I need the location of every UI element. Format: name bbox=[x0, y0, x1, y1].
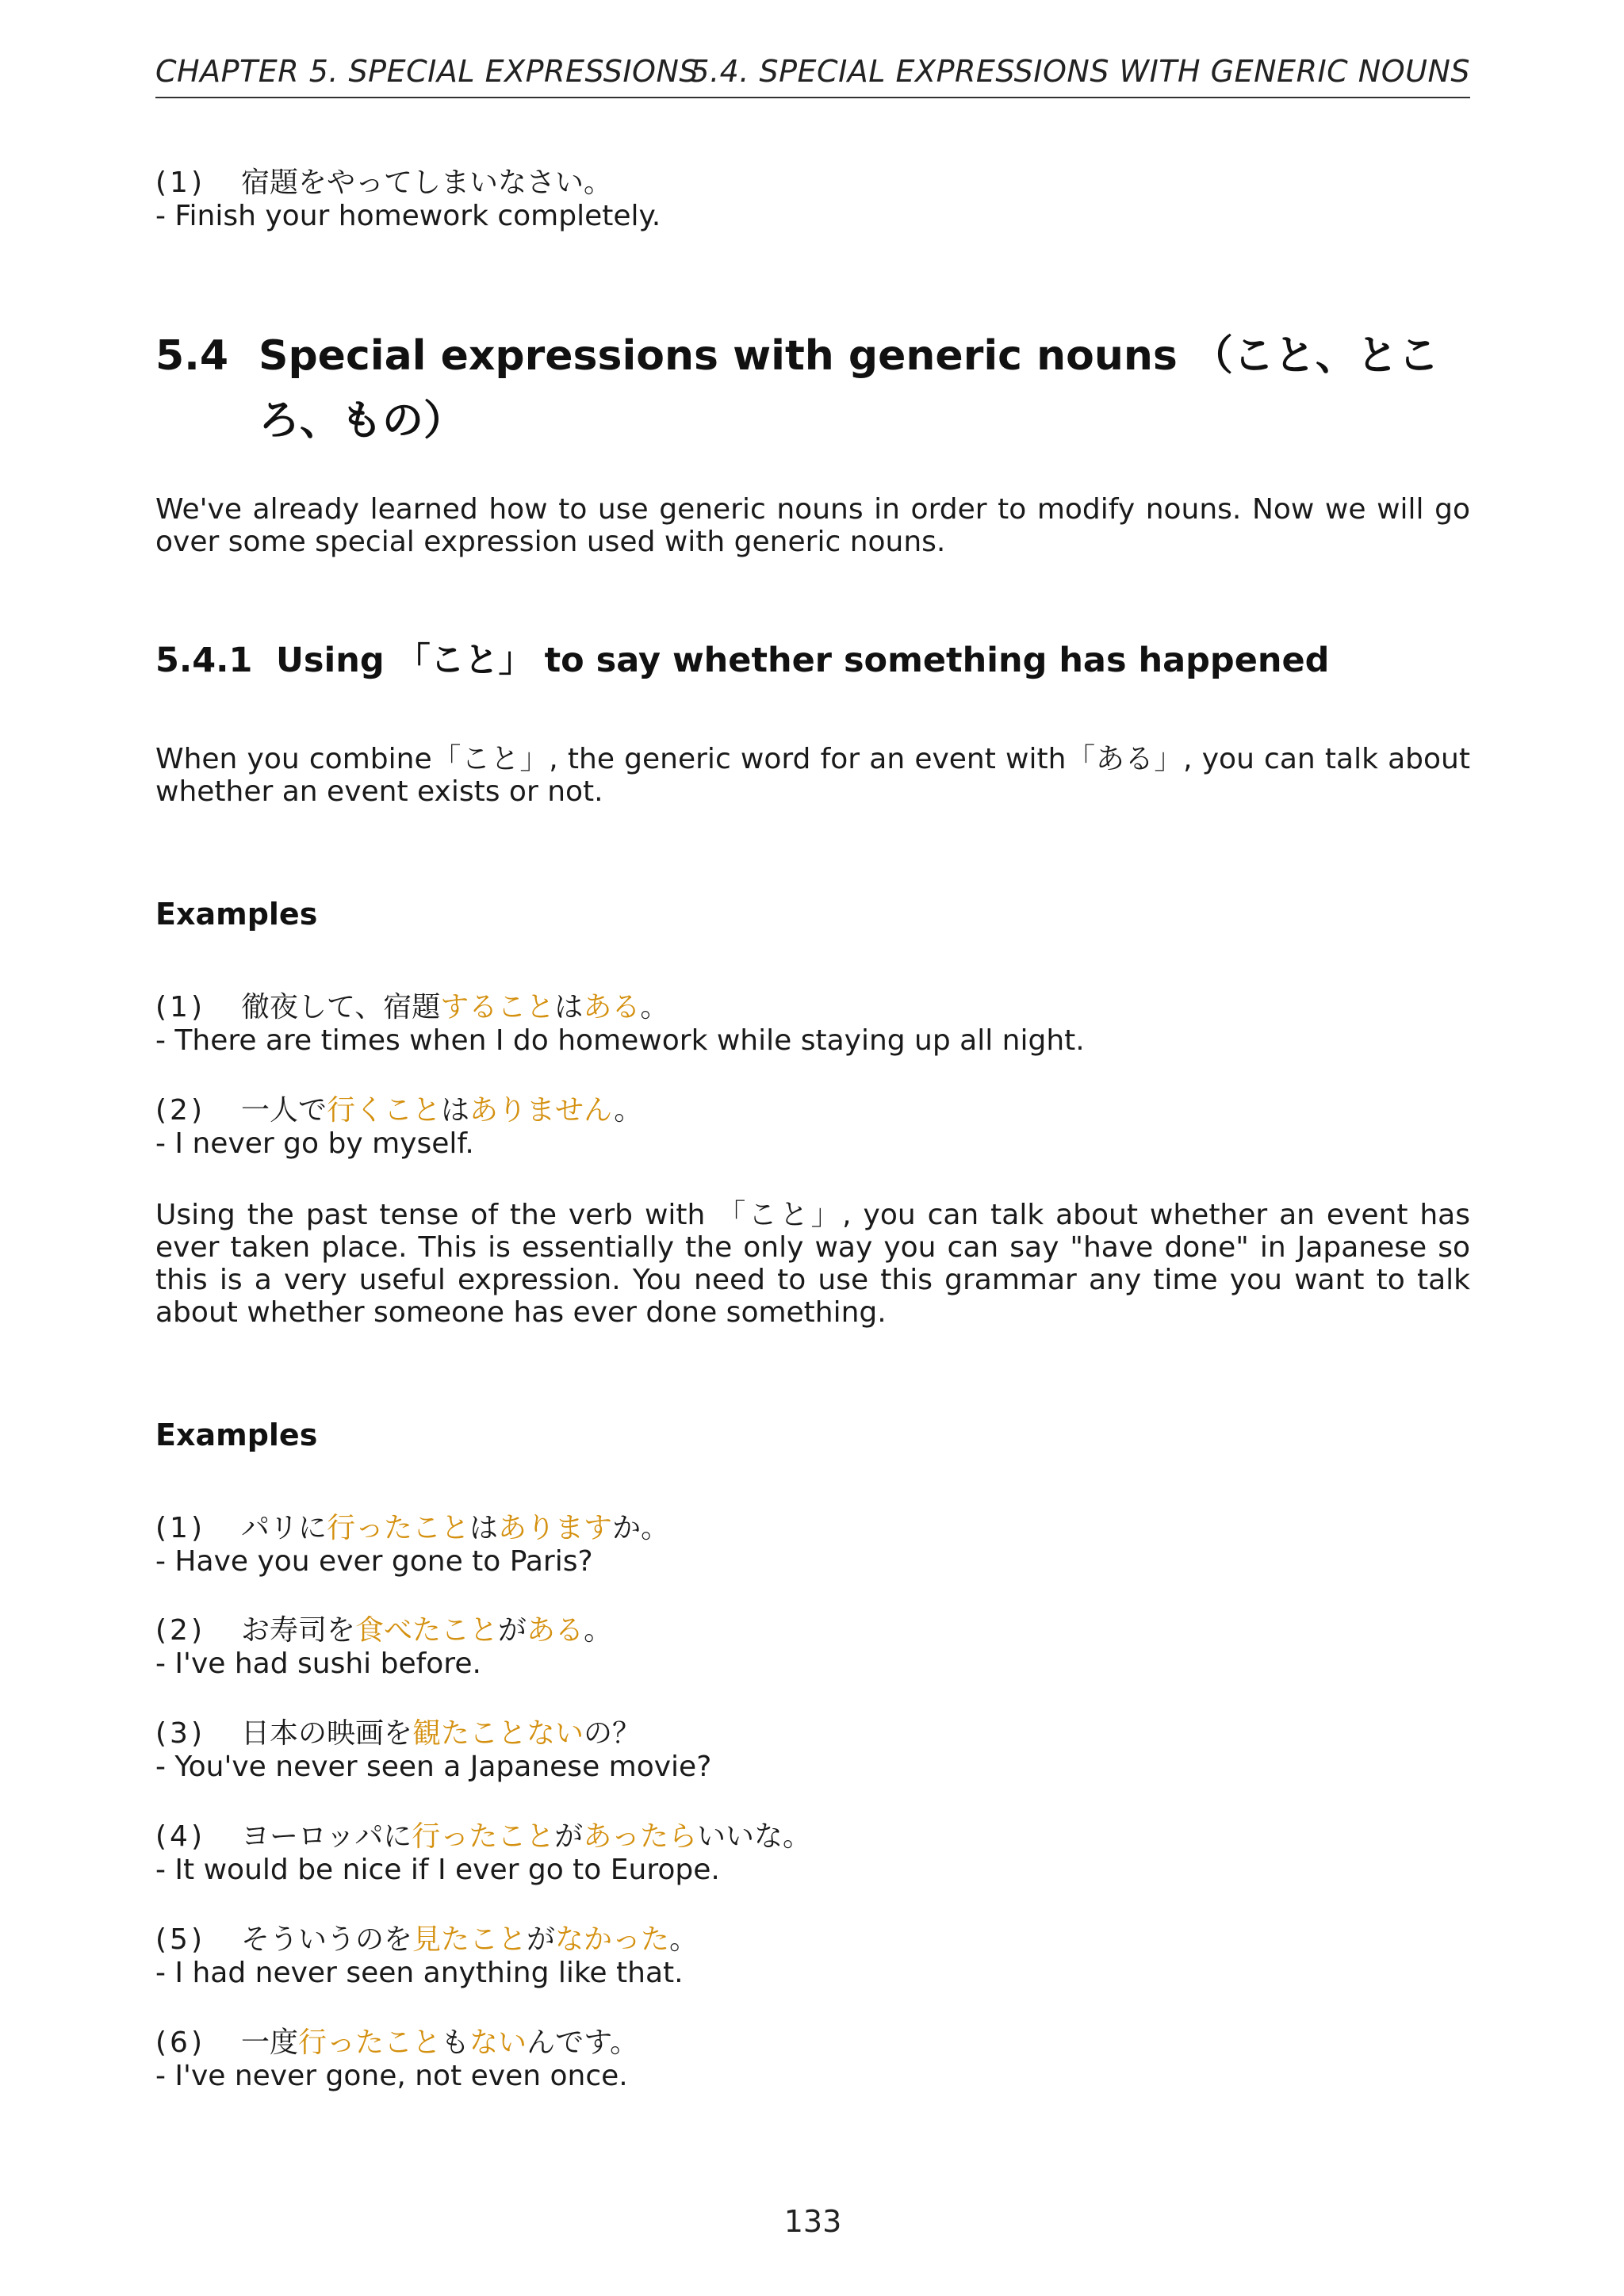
header-chapter: CHAPTER 5. SPECIAL EXPRESSIONS bbox=[155, 54, 699, 89]
example-japanese: パリに行ったことはありますか。 bbox=[241, 1512, 670, 1544]
example-item bbox=[155, 1923, 698, 1990]
examples-heading-2: Examples bbox=[155, 1418, 318, 1452]
examples-heading-1: Examples bbox=[155, 897, 318, 932]
example-item bbox=[155, 2026, 638, 2093]
example-translation: - I never go by myself. bbox=[155, 1127, 474, 1160]
header-section: 5.4. SPECIAL EXPRESSIONS WITH GENERIC NOUNS bbox=[690, 54, 1470, 89]
example-japanese: そういうのを見たことがなかった。 bbox=[241, 1923, 699, 1956]
example-number: (5) bbox=[155, 1923, 205, 1956]
example-number: (1) bbox=[155, 166, 205, 199]
subsection-number: 5.4.1 bbox=[155, 641, 253, 680]
example-item bbox=[155, 1820, 811, 1887]
example-number: (1) bbox=[155, 1512, 205, 1544]
example-item bbox=[155, 1094, 642, 1161]
page-number: 133 bbox=[783, 2204, 842, 2239]
section-title bbox=[155, 323, 1470, 453]
section-heading-text: Special expressions with generic nouns （こと、ところ、もの） bbox=[259, 332, 1439, 445]
example-translation: - Finish your homework completely. bbox=[155, 200, 661, 232]
example-translation: - I had never seen anything like that. bbox=[155, 1957, 684, 1989]
example-translation: - There are times when I do homework while staying up all night. bbox=[155, 1024, 1085, 1057]
example-number: (6) bbox=[155, 2026, 205, 2059]
example-japanese: 一人で行くことはありません。 bbox=[241, 1094, 643, 1127]
paragraph-combine: When you combine「こと」, the generic word for an event with「ある」, you can talk about whether an event exists or not. bbox=[155, 743, 1470, 808]
example-translation: - I've had sushi before. bbox=[155, 1647, 481, 1680]
example-japanese: 一度行ったこともないんです。 bbox=[241, 2026, 639, 2059]
example-translation: - I've never gone, not even once. bbox=[155, 2060, 628, 2092]
example-item bbox=[155, 991, 1085, 1058]
example-item bbox=[155, 1614, 612, 1681]
example-number: (4) bbox=[155, 1820, 205, 1853]
subsection-title bbox=[155, 641, 1329, 680]
section-number: 5.4 bbox=[155, 332, 229, 380]
example-number: (2) bbox=[155, 1614, 205, 1647]
paragraph-past-tense: Using the past tense of the verb with 「こと」, you can talk about whether an event has ever taken place. This is essentially the only way you can say "have done" in Japanese so this is a very useful expression. You need to use this grammar any time you want to talk about whether someone has ever done something. bbox=[155, 1199, 1470, 1329]
subsection-heading-text: Using 「こと」 to say whether something has happened bbox=[276, 641, 1330, 680]
example-item bbox=[155, 1717, 711, 1784]
running-header bbox=[155, 51, 1470, 98]
example-translation: - Have you ever gone to Paris? bbox=[155, 1545, 593, 1578]
example-japanese: 宿題をやってしまいなさい。 bbox=[241, 166, 613, 199]
example-translation: - You've never seen a Japanese movie? bbox=[155, 1751, 712, 1783]
example-japanese: お寿司を食べたことがある。 bbox=[241, 1614, 613, 1647]
example-japanese: 日本の映画を観たことないの？ bbox=[241, 1717, 642, 1750]
example-number: (2) bbox=[155, 1094, 205, 1127]
example-japanese: 徹夜して、宿題することはある。 bbox=[241, 991, 669, 1024]
example-japanese: ヨーロッパに行ったことがあったらいいな。 bbox=[241, 1820, 811, 1853]
example-number: (3) bbox=[155, 1717, 205, 1750]
top-example bbox=[155, 166, 661, 233]
example-number: (1) bbox=[155, 991, 205, 1024]
example-item bbox=[155, 1512, 669, 1578]
intro-paragraph: We've already learned how to use generic nouns in order to modify nouns. Now we will go over some special expression used with generic nouns. bbox=[155, 493, 1470, 558]
example-translation: - It would be nice if I ever go to Europe. bbox=[155, 1854, 720, 1886]
